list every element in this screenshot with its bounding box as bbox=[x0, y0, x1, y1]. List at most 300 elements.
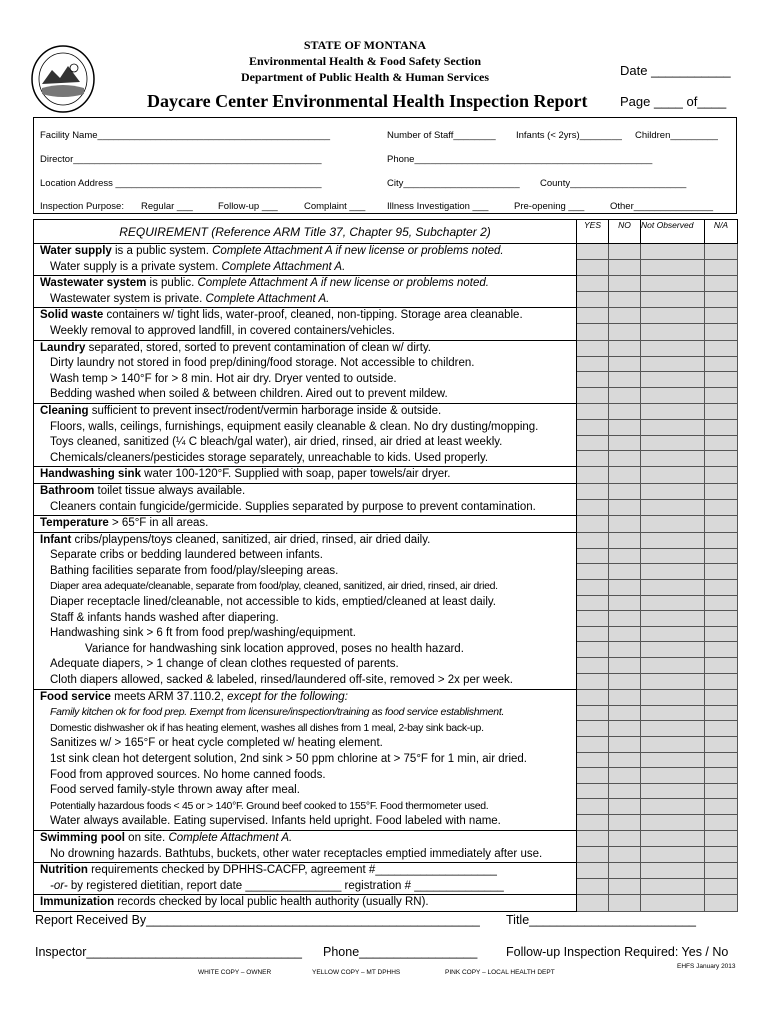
section-heading: Environmental Health & Food Safety Section bbox=[248, 54, 482, 68]
no-checkbox[interactable] bbox=[609, 895, 641, 912]
table-row bbox=[34, 292, 738, 308]
table-row bbox=[34, 689, 738, 705]
infants-count-field[interactable]: Infants (< 2yrs)________ bbox=[516, 130, 622, 141]
requirement-text bbox=[34, 548, 577, 564]
yes-checkbox[interactable] bbox=[577, 814, 609, 830]
na-checkbox[interactable] bbox=[705, 276, 738, 292]
requirement-text bbox=[34, 595, 577, 611]
na-checkbox[interactable] bbox=[705, 689, 738, 705]
yes-checkbox[interactable] bbox=[577, 532, 609, 548]
yes-checkbox[interactable] bbox=[577, 863, 609, 879]
yes-checkbox[interactable] bbox=[577, 308, 609, 324]
facility-name-field[interactable]: Facility Name____________________________________________ bbox=[40, 130, 331, 141]
requirement-text bbox=[34, 483, 577, 499]
requirement-detail: Floors, walls, ceilings, furnishings, equipment easily cleanable & clean. No dry dusting/mopping. bbox=[50, 420, 539, 433]
na-checkbox[interactable] bbox=[705, 324, 738, 340]
requirement-detail: by registered dietitian, report date _______________ registration # ______________ bbox=[67, 879, 504, 892]
purpose-other[interactable]: Other_______________ bbox=[610, 201, 714, 212]
no-checkbox[interactable] bbox=[609, 435, 641, 451]
requirement-category: Temperature bbox=[40, 517, 109, 530]
not-observed-checkbox[interactable] bbox=[641, 814, 705, 830]
requirement-text bbox=[34, 516, 577, 533]
yes-column-header: YES bbox=[577, 220, 609, 244]
yes-checkbox[interactable] bbox=[577, 879, 609, 895]
requirement-detail: 1st sink clean hot detergent solution, 2nd sink > 50 ppm chlorine at > 75°F for 1 min, air dried. bbox=[50, 753, 528, 765]
no-checkbox[interactable] bbox=[609, 595, 641, 611]
requirement-text bbox=[34, 260, 577, 276]
requirement-detail: requirements checked by DPHHS-CACFP, agreement #___________________ bbox=[87, 864, 497, 877]
yes-checkbox[interactable] bbox=[577, 799, 609, 815]
table-row bbox=[34, 863, 738, 879]
yes-checkbox[interactable] bbox=[577, 244, 609, 260]
na-checkbox[interactable] bbox=[705, 292, 738, 308]
requirement-detail: Variance for handwashing sink location approved, poses no health hazard. bbox=[85, 642, 464, 655]
not-observed-checkbox[interactable] bbox=[641, 548, 705, 564]
purpose-complaint[interactable]: Complaint ___ bbox=[304, 201, 366, 212]
yes-checkbox[interactable] bbox=[577, 260, 609, 276]
no-checkbox[interactable] bbox=[609, 814, 641, 830]
no-checkbox[interactable] bbox=[609, 451, 641, 467]
yes-checkbox[interactable] bbox=[577, 564, 609, 580]
requirement-text bbox=[34, 736, 577, 752]
requirement-category: Wastewater system bbox=[40, 277, 147, 290]
not-observed-checkbox[interactable] bbox=[641, 847, 705, 863]
not-observed-checkbox[interactable] bbox=[641, 830, 705, 846]
no-column-header: NO bbox=[609, 220, 641, 244]
requirement-text bbox=[34, 564, 577, 580]
yes-checkbox[interactable] bbox=[577, 768, 609, 784]
not-observed-checkbox[interactable] bbox=[641, 783, 705, 799]
na-checkbox[interactable] bbox=[705, 895, 738, 912]
no-checkbox[interactable] bbox=[609, 705, 641, 721]
not-observed-checkbox[interactable] bbox=[641, 879, 705, 895]
purpose-label: Inspection Purpose: bbox=[40, 201, 124, 212]
yes-checkbox[interactable] bbox=[577, 736, 609, 752]
requirement-text bbox=[34, 673, 577, 689]
na-checkbox[interactable] bbox=[705, 356, 738, 372]
no-checkbox[interactable] bbox=[609, 736, 641, 752]
table-row bbox=[34, 895, 738, 912]
state-heading: STATE OF MONTANA bbox=[303, 38, 427, 52]
requirement-note: Complete Attachment A if new license or problems noted. bbox=[212, 245, 504, 257]
no-checkbox[interactable] bbox=[609, 403, 641, 419]
requirement-text bbox=[34, 292, 577, 308]
yes-checkbox[interactable] bbox=[577, 783, 609, 799]
yes-checkbox[interactable] bbox=[577, 435, 609, 451]
no-checkbox[interactable] bbox=[609, 830, 641, 846]
table-row bbox=[34, 830, 738, 846]
requirement-detail: Diaper receptacle lined/cleanable, not accessible to kids, emptied/cleaned at least daily. bbox=[50, 596, 496, 609]
requirement-detail: Dirty laundry not stored in food prep/dining/food storage. Not accessible to children. bbox=[50, 357, 475, 370]
requirement-text bbox=[34, 657, 577, 673]
requirement-category: Laundry bbox=[40, 341, 86, 354]
purpose-regular[interactable]: Regular ___ bbox=[141, 201, 193, 212]
na-checkbox[interactable] bbox=[705, 372, 738, 388]
yes-checkbox[interactable] bbox=[577, 324, 609, 340]
no-checkbox[interactable] bbox=[609, 387, 641, 403]
yes-checkbox[interactable] bbox=[577, 752, 609, 768]
requirement-text bbox=[34, 847, 577, 863]
requirement-category: Swimming pool bbox=[40, 831, 125, 844]
not-observed-checkbox[interactable] bbox=[641, 611, 705, 627]
table-row bbox=[34, 356, 738, 372]
no-checkbox[interactable] bbox=[609, 548, 641, 564]
na-checkbox[interactable] bbox=[705, 721, 738, 737]
no-checkbox[interactable] bbox=[609, 500, 641, 516]
not-observed-checkbox[interactable] bbox=[641, 467, 705, 484]
na-checkbox[interactable] bbox=[705, 532, 738, 548]
yes-checkbox[interactable] bbox=[577, 579, 609, 595]
not-observed-checkbox[interactable] bbox=[641, 451, 705, 467]
city-field[interactable]: City______________________ bbox=[387, 178, 520, 189]
requirement-text bbox=[34, 768, 577, 784]
table-row bbox=[34, 451, 738, 467]
purpose-preopening[interactable]: Pre-opening ___ bbox=[514, 201, 585, 212]
not-observed-checkbox[interactable] bbox=[641, 403, 705, 419]
not-observed-checkbox[interactable] bbox=[641, 657, 705, 673]
na-checkbox[interactable] bbox=[705, 595, 738, 611]
requirement-text bbox=[34, 340, 577, 356]
requirement-category: Food service bbox=[40, 690, 111, 703]
no-checkbox[interactable] bbox=[609, 752, 641, 768]
page-field[interactable]: Page ____ of____ bbox=[620, 94, 727, 109]
na-checkbox[interactable] bbox=[705, 244, 738, 260]
not-observed-checkbox[interactable] bbox=[641, 579, 705, 595]
na-checkbox[interactable] bbox=[705, 420, 738, 436]
yes-checkbox[interactable] bbox=[577, 657, 609, 673]
yes-checkbox[interactable] bbox=[577, 689, 609, 705]
requirement-detail: Food served family-style thrown away after meal. bbox=[50, 784, 300, 797]
yes-checkbox[interactable] bbox=[577, 626, 609, 642]
requirement-detail: Adequate diapers, > 1 change of clean clothes requested of parents. bbox=[50, 658, 399, 671]
yes-checkbox[interactable] bbox=[577, 403, 609, 419]
na-checkbox[interactable] bbox=[705, 403, 738, 419]
requirement-text bbox=[34, 372, 577, 388]
not-observed-checkbox[interactable] bbox=[641, 673, 705, 689]
not-observed-checkbox[interactable] bbox=[641, 340, 705, 356]
requirement-text bbox=[34, 467, 577, 484]
yes-checkbox[interactable] bbox=[577, 548, 609, 564]
form-id: EHFS January 2013 bbox=[677, 963, 736, 970]
no-checkbox[interactable] bbox=[609, 356, 641, 372]
na-checkbox[interactable] bbox=[705, 642, 738, 658]
na-checkbox[interactable] bbox=[705, 516, 738, 533]
not-observed-checkbox[interactable] bbox=[641, 483, 705, 499]
requirement-note: Family kitchen ok for food prep. Exempt from licensure/inspection/training as food service establishment. bbox=[50, 706, 505, 719]
not-observed-checkbox[interactable] bbox=[641, 895, 705, 912]
no-checkbox[interactable] bbox=[609, 292, 641, 308]
not-observed-checkbox[interactable] bbox=[641, 705, 705, 721]
not-observed-checkbox[interactable] bbox=[641, 799, 705, 815]
no-checkbox[interactable] bbox=[609, 516, 641, 533]
no-checkbox[interactable] bbox=[609, 260, 641, 276]
na-checkbox[interactable] bbox=[705, 705, 738, 721]
na-checkbox[interactable] bbox=[705, 467, 738, 484]
yes-checkbox[interactable] bbox=[577, 387, 609, 403]
na-checkbox[interactable] bbox=[705, 830, 738, 846]
no-checkbox[interactable] bbox=[609, 721, 641, 737]
table-row bbox=[34, 814, 738, 830]
requirement-text bbox=[34, 863, 577, 879]
na-checkbox[interactable] bbox=[705, 564, 738, 580]
no-checkbox[interactable] bbox=[609, 579, 641, 595]
yes-checkbox[interactable] bbox=[577, 830, 609, 846]
na-checkbox[interactable] bbox=[705, 435, 738, 451]
county-field[interactable]: County______________________ bbox=[540, 178, 687, 189]
not-observed-checkbox[interactable] bbox=[641, 721, 705, 737]
requirement-category: Solid waste bbox=[40, 309, 104, 322]
date-field[interactable]: Date ___________ bbox=[620, 63, 731, 78]
report-received-field[interactable]: Report Received By________________________________________________ bbox=[35, 913, 480, 927]
title-field[interactable]: Title________________________ bbox=[506, 913, 696, 927]
yes-checkbox[interactable] bbox=[577, 372, 609, 388]
table-row bbox=[34, 516, 738, 533]
no-checkbox[interactable] bbox=[609, 863, 641, 879]
requirement-detail: Potentially hazardous foods < 45 or > 140°F. Ground beef cooked to 155°F. Food thermometer used. bbox=[50, 799, 489, 812]
table-row bbox=[34, 467, 738, 484]
not-observed-checkbox[interactable] bbox=[641, 863, 705, 879]
na-checkbox[interactable] bbox=[705, 736, 738, 752]
not-observed-checkbox[interactable] bbox=[641, 372, 705, 388]
requirement-text bbox=[34, 435, 577, 451]
table-row bbox=[34, 673, 738, 689]
director-field[interactable]: Director_______________________________________________ bbox=[40, 154, 322, 165]
yes-checkbox[interactable] bbox=[577, 420, 609, 436]
children-count-field[interactable]: Children_________ bbox=[635, 130, 718, 141]
yes-checkbox[interactable] bbox=[577, 611, 609, 627]
requirement-detail: Weekly removal to approved landfill, in covered containers/vehicles. bbox=[50, 324, 395, 337]
yes-checkbox[interactable] bbox=[577, 595, 609, 611]
table-row bbox=[34, 752, 738, 768]
na-checkbox[interactable] bbox=[705, 340, 738, 356]
not-observed-checkbox[interactable] bbox=[641, 595, 705, 611]
table-row bbox=[34, 387, 738, 403]
na-checkbox[interactable] bbox=[705, 451, 738, 467]
no-checkbox[interactable] bbox=[609, 308, 641, 324]
inspector-phone-field[interactable]: Phone_________________ bbox=[323, 945, 478, 959]
yes-checkbox[interactable] bbox=[577, 340, 609, 356]
yes-checkbox[interactable] bbox=[577, 451, 609, 467]
no-checkbox[interactable] bbox=[609, 324, 641, 340]
na-checkbox[interactable] bbox=[705, 879, 738, 895]
not-observed-checkbox[interactable] bbox=[641, 626, 705, 642]
purpose-followup[interactable]: Follow-up ___ bbox=[218, 201, 278, 212]
not-observed-checkbox[interactable] bbox=[641, 308, 705, 324]
not-observed-checkbox[interactable] bbox=[641, 768, 705, 784]
na-checkbox[interactable] bbox=[705, 673, 738, 689]
na-checkbox[interactable] bbox=[705, 308, 738, 324]
table-row bbox=[34, 657, 738, 673]
requirement-detail: Bedding washed when soiled & between children. Aired out to prevent mildew. bbox=[50, 388, 448, 401]
requirement-text bbox=[34, 276, 577, 292]
na-checkbox[interactable] bbox=[705, 863, 738, 879]
no-checkbox[interactable] bbox=[609, 340, 641, 356]
not-observed-checkbox[interactable] bbox=[641, 500, 705, 516]
na-checkbox[interactable] bbox=[705, 783, 738, 799]
table-row bbox=[34, 483, 738, 499]
not-observed-checkbox[interactable] bbox=[641, 736, 705, 752]
facility-info-box bbox=[33, 117, 737, 214]
white-copy-label: WHITE COPY – OWNER bbox=[198, 969, 272, 976]
na-column-header: N/A bbox=[705, 220, 738, 244]
no-checkbox[interactable] bbox=[609, 626, 641, 642]
not-observed-checkbox[interactable] bbox=[641, 292, 705, 308]
no-checkbox[interactable] bbox=[609, 799, 641, 815]
requirement-text bbox=[34, 752, 577, 768]
requirement-text bbox=[34, 451, 577, 467]
requirement-text bbox=[34, 356, 577, 372]
requirement-category: Handwashing sink bbox=[40, 468, 141, 481]
requirement-note: except for the following: bbox=[227, 690, 348, 703]
no-checkbox[interactable] bbox=[609, 879, 641, 895]
requirement-detail: > 65°F in all areas. bbox=[108, 517, 209, 530]
no-checkbox[interactable] bbox=[609, 276, 641, 292]
no-checkbox[interactable] bbox=[609, 611, 641, 627]
table-row bbox=[34, 721, 738, 737]
na-checkbox[interactable] bbox=[705, 579, 738, 595]
not-observed-checkbox[interactable] bbox=[641, 356, 705, 372]
followup-required-field[interactable]: Follow-up Inspection Required: Yes / No bbox=[506, 945, 729, 959]
phone-field[interactable]: Phone_____________________________________________ bbox=[387, 154, 653, 165]
yes-checkbox[interactable] bbox=[577, 642, 609, 658]
requirement-detail: containers w/ tight lids, water-proof, cleaned, non-tipping. Storage area cleanable. bbox=[103, 309, 523, 322]
requirement-detail: meets ARM 37.110.2, bbox=[110, 690, 228, 703]
yes-checkbox[interactable] bbox=[577, 847, 609, 863]
requirement-category: Bathroom bbox=[40, 484, 95, 497]
requirement-text bbox=[34, 532, 577, 548]
table-row bbox=[34, 611, 738, 627]
table-row bbox=[34, 799, 738, 815]
table-row bbox=[34, 260, 738, 276]
table-row bbox=[34, 783, 738, 799]
purpose-illness[interactable]: Illness Investigation ___ bbox=[387, 201, 489, 212]
no-checkbox[interactable] bbox=[609, 483, 641, 499]
no-checkbox[interactable] bbox=[609, 642, 641, 658]
no-checkbox[interactable] bbox=[609, 532, 641, 548]
requirement-detail: Wash temp > 140°F for > 8 min. Hot air dry. Dryer vented to outside. bbox=[50, 372, 397, 385]
requirement-detail: is a public system. bbox=[111, 245, 213, 257]
pink-copy-label: PINK COPY – LOCAL HEALTH DEPT bbox=[445, 969, 555, 976]
not-observed-checkbox[interactable] bbox=[641, 564, 705, 580]
requirement-note: Complete Attachment A. bbox=[205, 292, 330, 305]
not-observed-checkbox[interactable] bbox=[641, 420, 705, 436]
requirement-note: Complete Attachment A if new license or problems noted. bbox=[197, 277, 489, 290]
table-row bbox=[34, 548, 738, 564]
requirement-text bbox=[34, 387, 577, 403]
na-checkbox[interactable] bbox=[705, 483, 738, 499]
na-checkbox[interactable] bbox=[705, 657, 738, 673]
table-row bbox=[34, 595, 738, 611]
not-observed-checkbox[interactable] bbox=[641, 387, 705, 403]
requirement-detail: Cloth diapers allowed, sacked & labeled, rinsed/laundered off-site, removed > 2x per week. bbox=[50, 674, 513, 687]
na-checkbox[interactable] bbox=[705, 847, 738, 863]
na-checkbox[interactable] bbox=[705, 752, 738, 768]
location-field[interactable]: Location Address _______________________________________ bbox=[40, 178, 322, 189]
na-checkbox[interactable] bbox=[705, 611, 738, 627]
requirement-text bbox=[34, 895, 577, 912]
na-checkbox[interactable] bbox=[705, 387, 738, 403]
table-row bbox=[34, 403, 738, 419]
na-checkbox[interactable] bbox=[705, 814, 738, 830]
requirement-note: Complete Attachment A. bbox=[168, 831, 293, 844]
not-observed-checkbox[interactable] bbox=[641, 435, 705, 451]
requirement-detail: cribs/playpens/toys cleaned, sanitized, air dried, rinsed, air dried daily. bbox=[71, 533, 431, 546]
not-observed-checkbox[interactable] bbox=[641, 324, 705, 340]
na-checkbox[interactable] bbox=[705, 799, 738, 815]
no-checkbox[interactable] bbox=[609, 673, 641, 689]
requirement-category: Immunization bbox=[40, 896, 115, 909]
no-checkbox[interactable] bbox=[609, 783, 641, 799]
table-row bbox=[34, 500, 738, 516]
not-observed-checkbox[interactable] bbox=[641, 689, 705, 705]
no-checkbox[interactable] bbox=[609, 847, 641, 863]
requirement-detail: Handwashing sink > 6 ft from food prep/washing/equipment. bbox=[50, 627, 356, 640]
na-checkbox[interactable] bbox=[705, 626, 738, 642]
requirement-detail: sufficient to prevent insect/rodent/vermin harborage inside & outside. bbox=[88, 404, 442, 417]
no-checkbox[interactable] bbox=[609, 768, 641, 784]
not-observed-checkbox[interactable] bbox=[641, 516, 705, 533]
na-checkbox[interactable] bbox=[705, 768, 738, 784]
requirement-text bbox=[34, 830, 577, 846]
table-row bbox=[34, 324, 738, 340]
not-observed-checkbox[interactable] bbox=[641, 276, 705, 292]
na-checkbox[interactable] bbox=[705, 260, 738, 276]
requirement-category: Nutrition bbox=[40, 864, 88, 877]
staff-count-field[interactable]: Number of Staff________ bbox=[387, 130, 496, 141]
yes-checkbox[interactable] bbox=[577, 705, 609, 721]
table-row bbox=[34, 705, 738, 721]
not-observed-checkbox[interactable] bbox=[641, 752, 705, 768]
not-observed-checkbox[interactable] bbox=[641, 642, 705, 658]
requirement-category: Cleaning bbox=[40, 404, 89, 417]
requirement-detail: records checked by local public health authority (usually RN). bbox=[114, 896, 429, 909]
no-checkbox[interactable] bbox=[609, 372, 641, 388]
no-checkbox[interactable] bbox=[609, 420, 641, 436]
yes-checkbox[interactable] bbox=[577, 721, 609, 737]
no-checkbox[interactable] bbox=[609, 689, 641, 705]
yes-checkbox[interactable] bbox=[577, 673, 609, 689]
montana-state-seal bbox=[30, 44, 96, 114]
yes-checkbox[interactable] bbox=[577, 356, 609, 372]
na-checkbox[interactable] bbox=[705, 548, 738, 564]
yes-checkbox[interactable] bbox=[577, 276, 609, 292]
requirement-detail: Diaper area adequate/cleanable, separate from food/play, cleaned, sanitized, air dried, rinsed, air dried. bbox=[50, 580, 498, 593]
requirements-table bbox=[33, 219, 738, 912]
no-checkbox[interactable] bbox=[609, 564, 641, 580]
no-checkbox[interactable] bbox=[609, 657, 641, 673]
na-checkbox[interactable] bbox=[705, 500, 738, 516]
requirement-detail: Bathing facilities separate from food/play/sleeping areas. bbox=[50, 564, 339, 577]
requirement-detail: Domestic dishwasher ok if has heating element, washes all dishes from 1 meal, 2-bay sink back-up. bbox=[50, 721, 484, 734]
not-observed-checkbox[interactable] bbox=[641, 532, 705, 548]
no-checkbox[interactable] bbox=[609, 467, 641, 484]
yes-checkbox[interactable] bbox=[577, 292, 609, 308]
yes-checkbox[interactable] bbox=[577, 467, 609, 484]
inspector-field[interactable]: Inspector_______________________________ bbox=[35, 945, 302, 959]
table-row bbox=[34, 768, 738, 784]
yes-checkbox[interactable] bbox=[577, 500, 609, 516]
not-observed-checkbox[interactable] bbox=[641, 244, 705, 260]
yes-checkbox[interactable] bbox=[577, 895, 609, 912]
table-row bbox=[34, 579, 738, 595]
not-observed-checkbox[interactable] bbox=[641, 260, 705, 276]
requirement-detail: water 100-120°F. Supplied with soap, paper towels/air dryer. bbox=[140, 468, 451, 481]
yes-checkbox[interactable] bbox=[577, 516, 609, 533]
no-checkbox[interactable] bbox=[609, 244, 641, 260]
report-title: Daycare Center Environmental Health Inspection Report bbox=[147, 91, 588, 111]
yes-checkbox[interactable] bbox=[577, 483, 609, 499]
requirement-text bbox=[34, 324, 577, 340]
